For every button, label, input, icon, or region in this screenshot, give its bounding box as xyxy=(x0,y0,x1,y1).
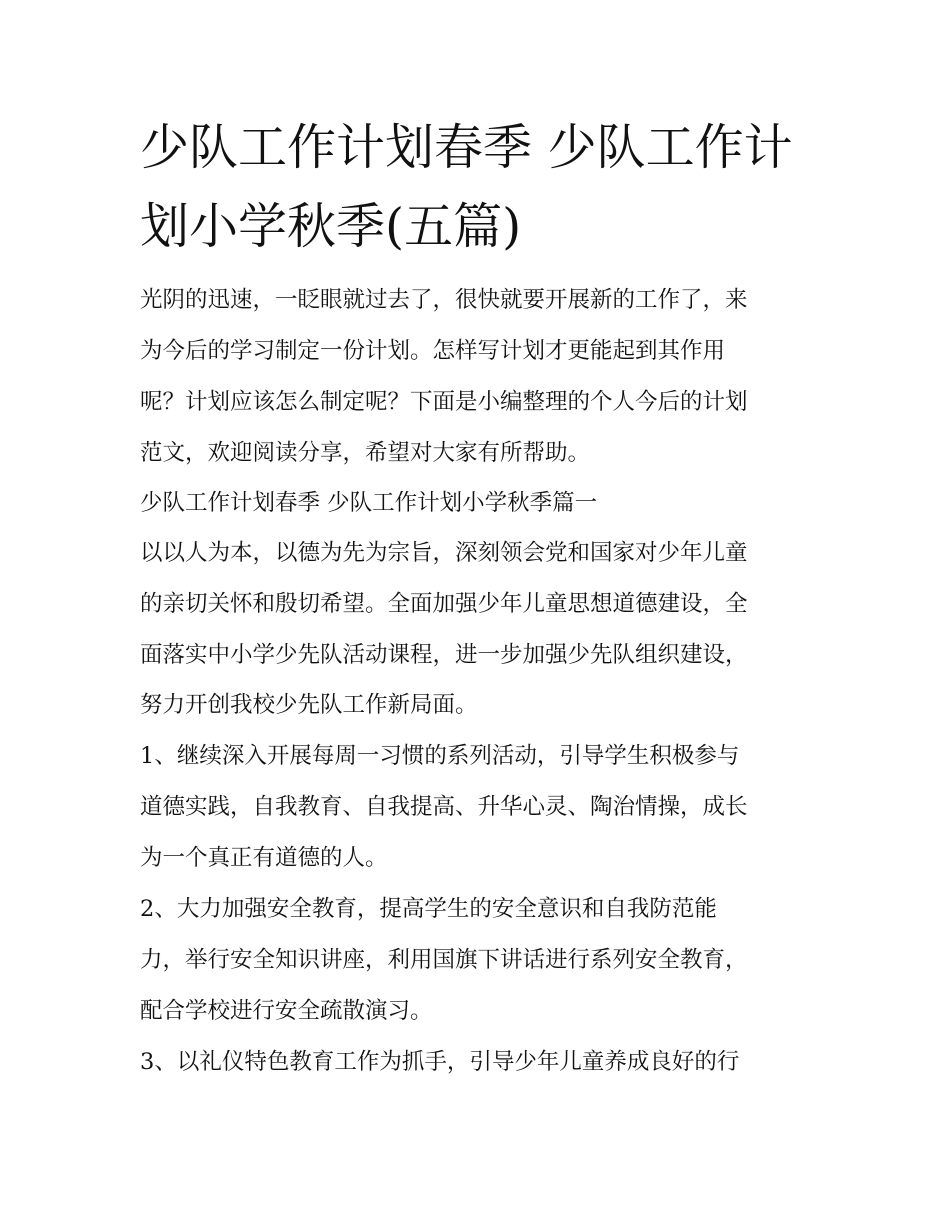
body-line-4: 范文，欢迎阅读分享，希望对大家有所帮助。 xyxy=(140,440,591,466)
list-item-3-line-1: 3、以礼仪特色教育工作为抓手，引导少年儿童养成良好的行 xyxy=(140,1049,740,1075)
section-heading: 少队工作计划春季 少队工作计划小学秋季篇一 xyxy=(140,490,598,516)
body-line-2: 为今后的学习制定一份计划。怎样写计划才更能起到其作用 xyxy=(140,338,726,364)
list-item-2-line-1: 2、大力加强安全教育，提高学生的安全意识和自我防范能 xyxy=(140,896,717,922)
document-title-line-1: 少队工作计划春季 少队工作计 xyxy=(140,119,793,176)
body-line-8: 面落实中小学少先队活动课程，进一步加强少先队组织建设， xyxy=(140,642,748,668)
body-line-3: 呢？计划应该怎么制定呢？下面是小编整理的个人今后的计划 xyxy=(140,389,748,415)
body-line-7: 的亲切关怀和殷切希望。全面加强少年儿童思想道德建设，全 xyxy=(140,591,748,617)
list-item-2-line-2: 力，举行安全知识讲座，利用国旗下讲话进行系列安全教育， xyxy=(140,947,748,973)
list-item-1-line-1: 1、继续深入开展每周一习惯的系列活动，引导学生积极参与 xyxy=(140,743,740,769)
list-item-1-line-3: 为一个真正有道德的人。 xyxy=(140,845,388,871)
document-title-line-2: 划小学秋季(五篇) xyxy=(140,198,522,255)
list-item-2-line-3: 配合学校进行安全疏散演习。 xyxy=(140,998,433,1024)
body-line-9: 努力开创我校少先队工作新局面。 xyxy=(140,692,478,718)
body-line-1: 光阴的迅速，一眨眼就过去了，很快就要开展新的工作了，来 xyxy=(140,287,748,313)
list-item-1-line-2: 道德实践，自我教育、自我提高、升华心灵、陶治情操，成长 xyxy=(140,794,748,820)
body-line-6: 以以人为本，以德为先为宗旨，深刻领会党和国家对少年儿童 xyxy=(140,540,748,566)
